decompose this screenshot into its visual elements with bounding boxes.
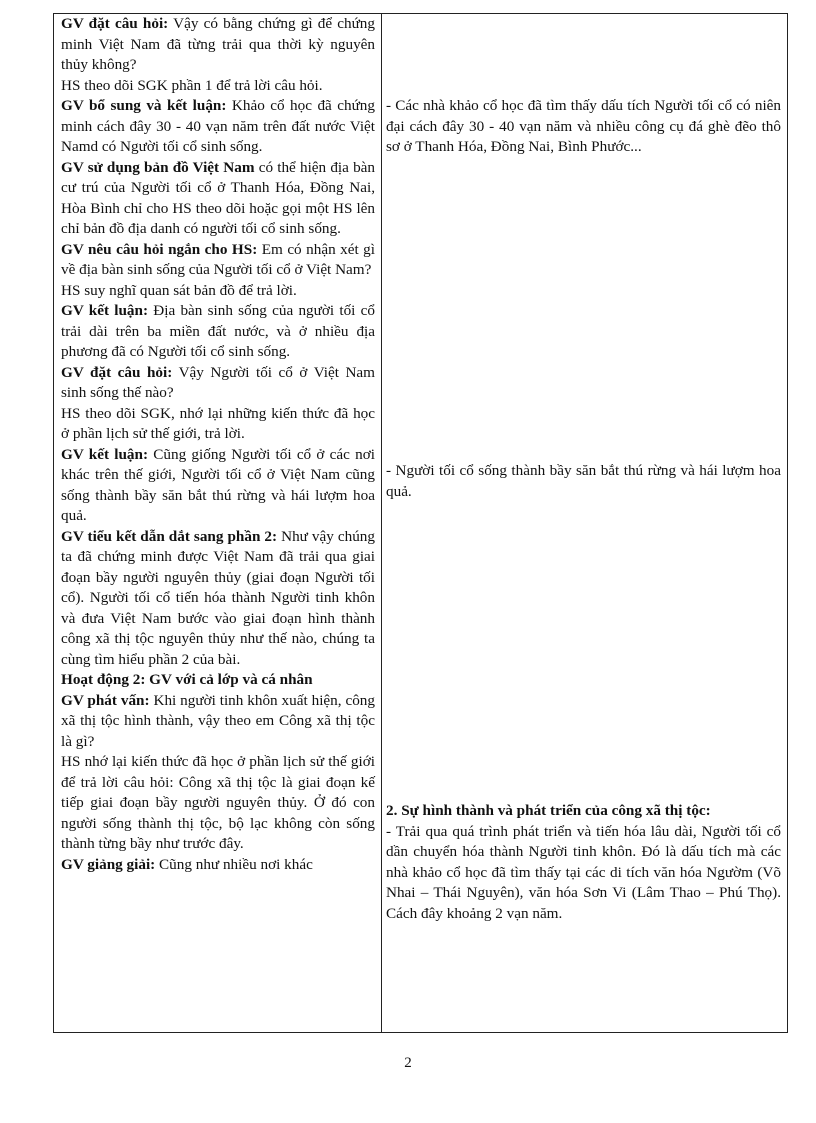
right-block-3: 2. Sự hình thành và phát triển của công xã thị tộc: - Trải qua quá trình phát triển và tiến hóa lâu dài, Người tối cổ dần chuyển hóa thành Người tinh khôn. Đó là dấu tích mà các nhà khảo cổ học đã tìm thấy tại các di tích văn hóa Ngườm (Võ Nhai – Thái Nguyên), văn hóa Sơn Vi (Lâm Thao – Phú Thọ). Cách đây khoảng 2 vạn năm. xyxy=(386,802,781,922)
paragraph: GV kết luận: Cũng giống Người tối cổ ở các nơi khác trên thế giới, Người tối cổ ở Việt Nam cũng sống thành bầy săn bắt thú rừng và hái lượm hoa quả. xyxy=(61,445,375,524)
activity-heading: Hoạt động 2: GV với cả lớp và cá nhân xyxy=(61,671,313,688)
knowledge-column xyxy=(382,14,787,1032)
teacher-student-activities-column xyxy=(54,14,382,1032)
section-heading: 2. Sự hình thành và phát triển của công xã thị tộc: xyxy=(386,802,711,819)
paragraph: GV bổ sung và kết luận: Khảo cổ học đã chứng minh cách đây 30 - 40 vạn năm trên đất nước Việt Namd có Người tối cổ sinh sống. xyxy=(61,97,375,155)
lesson-table xyxy=(53,13,788,1033)
paragraph: HS suy nghĩ quan sát bản đồ để trả lời. xyxy=(61,281,297,299)
paragraph: HS theo dõi SGK, nhớ lại những kiến thức đã học ở phần lịch sử thế giới, trả lời. xyxy=(61,404,375,442)
paragraph: GV sử dụng bản đồ Việt Nam có thể hiện địa bàn cư trú của Người tối cổ ở Thanh Hóa, Đồng Nai, Hòa Bình chỉ cho HS theo dõi hoặc gọi một HS lên chỉ bản đồ địa danh có người tối cổ sinh sống. xyxy=(61,158,375,237)
paragraph: GV đặt câu hỏi: Vậy Người tối cổ ở Việt Nam sinh sống thế nào? xyxy=(61,363,375,401)
right-block-2: - Người tối cổ sống thành bầy săn bắt thú rừng và hái lượm hoa quả. xyxy=(386,462,781,500)
paragraph: GV đặt câu hỏi: Vậy có bằng chứng gì để chứng minh Việt Nam đã từng trải qua thời kỳ nguyên thủy không? xyxy=(61,15,375,73)
paragraph: HS theo dõi SGK phần 1 để trả lời câu hỏi. xyxy=(61,76,323,94)
paragraph: GV phát vấn: Khi người tinh khôn xuất hiện, công xã thị tộc hình thành, vậy theo em Công xã thị tộc là gì? xyxy=(61,691,375,750)
paragraph: GV giảng giải: Cũng như nhiều nơi khác xyxy=(61,855,313,873)
paragraph: GV tiểu kết dẫn dắt sang phần 2: Như vậy chúng ta đã chứng minh được Việt Nam đã trải qua giai đoạn bầy người nguyên thủy (giai đoạn Người tối cổ). Người tối cổ tiến hóa thành Người tinh khôn và đưa Việt Nam bước vào giai đoạn hình thành công xã thị tộc nguyên thủy như thế nào, chúng ta cùng tìm hiểu phần 2 của bài. xyxy=(61,527,375,668)
paragraph: HS nhớ lại kiến thức đã học ở phần lịch sử thế giới để trả lời câu hỏi: Công xã thị tộc là giai đoạn kế tiếp giai đoạn bầy người nguyên thủy. Ở đó con người sống thành thị tộc, bộ lạc không còn sống thành từng bầy như trước đây. xyxy=(61,753,375,852)
page-number: 2 xyxy=(404,1055,412,1071)
paragraph: GV kết luận: Địa bàn sinh sống của người tối cổ trải dài trên ba miền đất nước, và ở nhiều địa phương đã có Người tối cổ sinh sống. xyxy=(61,302,375,360)
right-block-1: - Các nhà khảo cổ học đã tìm thấy dấu tích Người tối cổ có niên đại cách đây 30 - 40 vạn năm và nhiều công cụ đá ghè đẽo thô sơ ở Thanh Hóa, Đồng Nai, Bình Phước... xyxy=(386,97,781,155)
paragraph: GV nêu câu hỏi ngắn cho HS: Em có nhận xét gì về địa bàn sinh sống của Người tối cổ ở Việt Nam? xyxy=(61,240,375,278)
